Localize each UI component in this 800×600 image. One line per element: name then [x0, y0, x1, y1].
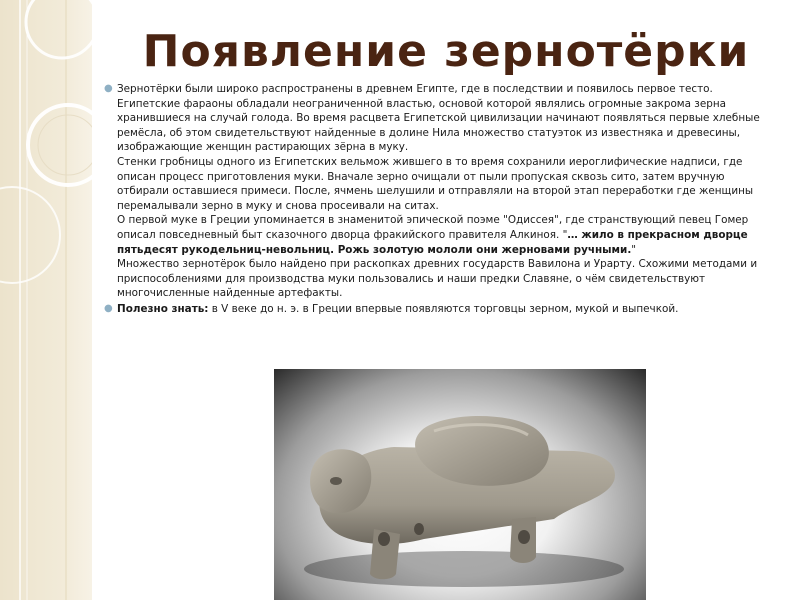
- slide-body: [104, 82, 774, 317]
- bullet-history: [104, 82, 774, 301]
- decorative-sidebar: [0, 0, 92, 600]
- greece-text: О первой муке в Греции упоминается в знаменитой эпической поэме "Одиссея", где странствующий певец Гомер описал повседневный быт сказочного дворца фракийского правителя Алкиноя. ": [117, 214, 749, 241]
- quern-illustration: [274, 369, 646, 600]
- stone-grinding-quern-photo: [274, 369, 646, 600]
- odyssey-quote: … жило в прекрасном дворце пятьдесят рукодельниц-невольниц. Рожь золотую мололи они жерновами ручными.: [117, 228, 748, 256]
- paragraph-tomb: Стенки гробницы одного из Египетских вельмож жившего в то время сохранили иероглифические надписи, где описан процесс приготовления муки. Вначале зерно очищали от пыли пропуская сквозь сито, затем вручную отбирали оставшиеся примеси. После, ячмень шелушили и отправляли на второй этап переработки где женщины перемалывали зерно в муку и снова просеивали на ситах.: [117, 155, 754, 212]
- paragraph-egypt: Зернотёрки были широко распространены в древнем Египте, где в последствии и появилось первое тесто. Египетские фараоны обладали неограниченной властью, основой которой являлись огромные закрома зерна хранившиеся на случай голода. Во время расцвета Египетской цивилизации начинают появляться первые хлебные ремёсла, об этом свидетельствуют найденные в долине Нила множество статуэток из известняка и древесины, изображающие женщин растирающих зёрна в муку.: [117, 83, 760, 154]
- bullet-dot: ●: [104, 302, 113, 314]
- fact-label: Полезно знать:: [117, 302, 209, 315]
- paragraph-greece: [117, 213, 774, 257]
- quote-end: ": [631, 243, 637, 256]
- fact-text: в V веке до н. э. в Греции впервые появляются торговцы зерном, мукой и выпечкой.: [208, 302, 679, 315]
- paragraph-finds: Множество зернотёрок было найдено при раскопках древних государств Вавилона и Урарту. Схожими методами и приспособлениями для производства муки пользовались и наши предки Славяне, о чём свидетельствуют многочисленные найденные артефакты.: [117, 258, 758, 300]
- bullet-fact: [104, 302, 774, 317]
- sidebar-ornament: [0, 0, 92, 600]
- bullet-dot: ●: [104, 83, 113, 94]
- slide-title: Появление зернотёрки: [142, 26, 750, 77]
